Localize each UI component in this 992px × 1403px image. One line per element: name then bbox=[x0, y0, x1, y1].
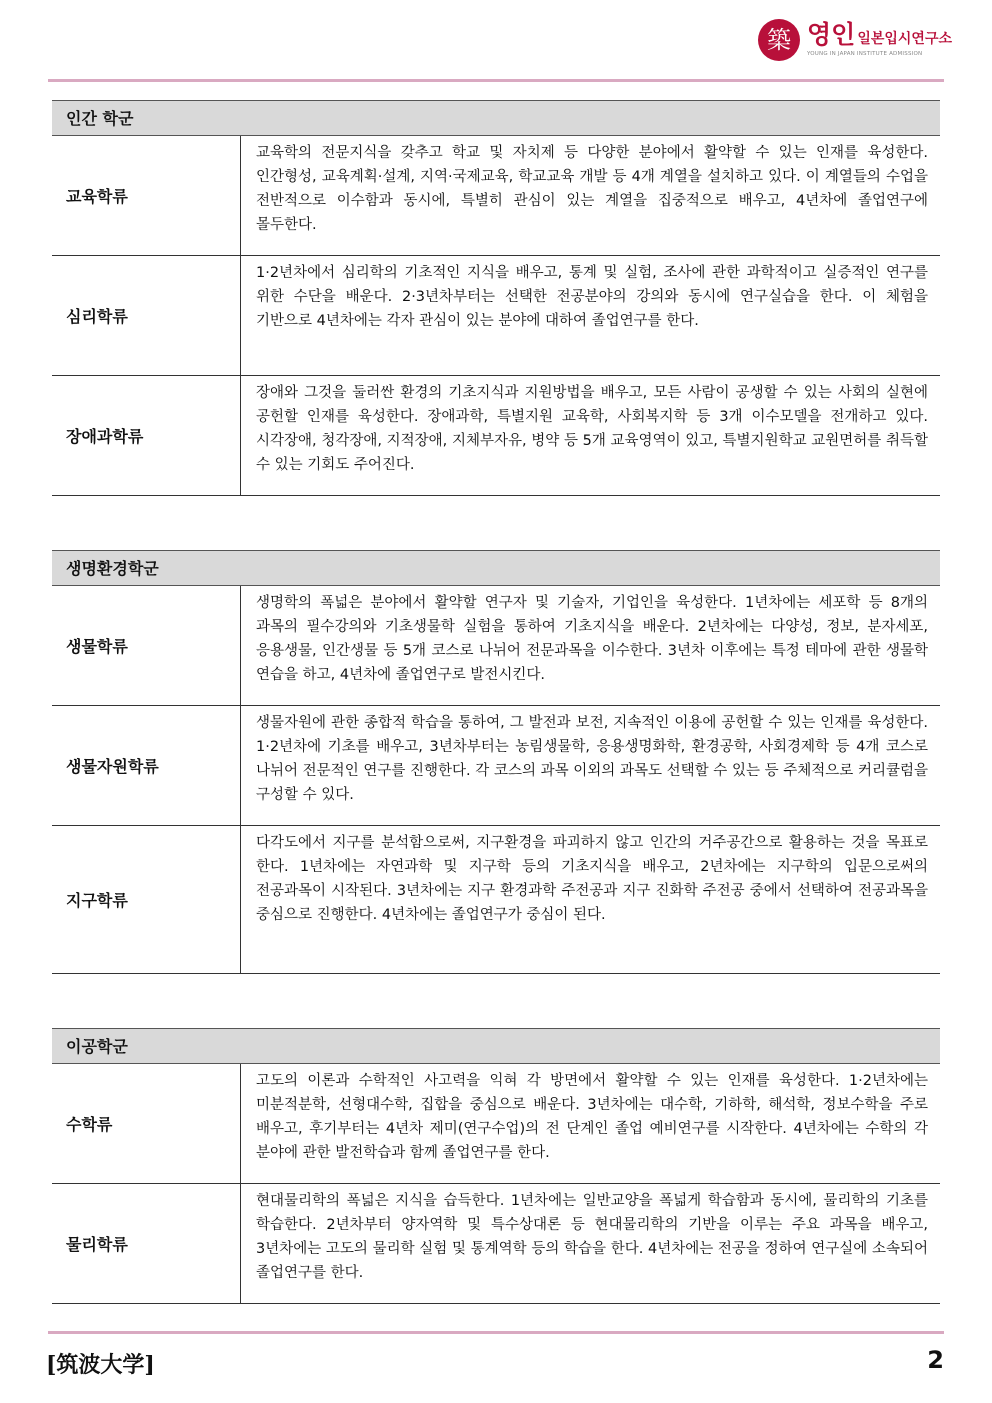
header-logo bbox=[757, 18, 952, 62]
table-row bbox=[52, 136, 940, 256]
brand-seal-icon bbox=[757, 18, 801, 62]
table-row bbox=[52, 826, 940, 974]
row-label: 심리학류 bbox=[52, 256, 241, 375]
footer-university: [筑波大学] bbox=[46, 1352, 155, 1378]
section-title: 인간 학군 bbox=[52, 100, 940, 136]
section-life-environment bbox=[52, 550, 940, 974]
row-label: 장애과학류 bbox=[52, 376, 241, 495]
svg-text:築: 築 bbox=[767, 26, 792, 54]
table-row bbox=[52, 256, 940, 376]
section-title: 생명환경학군 bbox=[52, 550, 940, 586]
row-label: 물리학류 bbox=[52, 1184, 241, 1303]
row-description: 현대물리학의 폭넓은 지식을 습득한다. 1년차에는 일반교양을 폭넓게 학습함과 동시에, 물리학의 기초를 학습한다. 2년차부터 양자역학 및 특수상대론 등 현대물리학의 기반을 이루는 주요 과목을 배우고, 3년차에는 고도의 물리학 실험 및 통계역학 등의 학습을 한다. 4년차에는 전공을 정하여 연구실에 소속되어 졸업연구를 한다. bbox=[256, 1193, 928, 1281]
row-description: 생명학의 폭넓은 분야에서 활약할 연구자 및 기술자, 기업인을 육성한다. 1년차에는 세포학 등 8개의 과목의 필수강의와 기초생물학 실험을 통하여 기초지식을 배운다. 2년차에는 다양성, 정보, 분자세포, 응용생물, 인간생물 등 5개 코스로 나뉘어 전문과목을 이수한다. 3년차 이후에는 특정 테마에 관한 생물학 연습을 하고, 4년차에 졸업연구로 발전시킨다. bbox=[256, 595, 928, 683]
row-label: 생물학류 bbox=[52, 586, 241, 705]
brand-tagline: YOUNG IN JAPAN INSTITUTE ADMISSION bbox=[807, 51, 923, 57]
row-description: 장애와 그것을 둘러싼 환경의 기초지식과 지원방법을 배우고, 모든 사람이 공생할 수 있는 사회의 실현에 공헌할 인재를 육성한다. 장애과학, 특별지원 교육학, 사회복지학 등 3개 이수모델을 전개하고 있다. 시각장애, 청각장애, 지적장애, 지체부자유, 병약 등 5개 교육영역이 있고, 특별지원학교 교원면허를 취득할 수 있는 기회도 주어진다. bbox=[256, 385, 928, 473]
row-label: 지구학류 bbox=[52, 826, 241, 973]
page-number: 2 bbox=[927, 1346, 944, 1374]
section-science-engineering bbox=[52, 1028, 940, 1304]
row-label: 교육학류 bbox=[52, 136, 241, 255]
row-description: 다각도에서 지구를 분석함으로써, 지구환경을 파괴하지 않고 인간의 거주공간으로 활용하는 것을 목표로 한다. 1년차에는 자연과학 및 지구학 등의 기초지식을 배우고, 2년차에는 지구학의 입문으로써의 전공과목이 시작된다. 3년차에는 지구 환경과학 주전공과 지구 진화학 주전공 중에서 선택하여 전공과목을 중심으로 진행한다. 4년차에는 졸업연구가 중심이 된다. bbox=[256, 835, 928, 923]
row-label: 생물자원학류 bbox=[52, 706, 241, 825]
section-title: 이공학군 bbox=[52, 1028, 940, 1064]
table-row bbox=[52, 586, 940, 706]
section-human bbox=[52, 100, 940, 496]
row-description: 1·2년차에서 심리학의 기초적인 지식을 배우고, 통계 및 실험, 조사에 관한 과학적이고 실증적인 연구를 위한 수단을 배운다. 2·3년차부터는 선택한 전공분야의 강의와 동시에 연구실습을 한다. 이 체험을 기반으로 4년차에는 각자 관심이 있는 분야에 대하여 졸업연구를 한다. bbox=[256, 265, 928, 329]
brand-name: 영인 bbox=[807, 20, 856, 49]
footer-divider bbox=[48, 1331, 944, 1334]
row-description: 교육학의 전문지식을 갖추고 학교 및 자치제 등 다양한 분야에서 활약할 수 있는 인재를 육성한다. 인간형성, 교육계획·설계, 지역·국제교육, 학교교육 개발 등 4개 계열을 설치하고 있다. 이 계열들의 수업을 전반적으로 이수함과 동시에, 특별히 관심이 있는 계열을 집중적으로 배우고, 4년차에 졸업연구에 몰두한다. bbox=[256, 145, 928, 233]
row-description: 생물자원에 관한 종합적 학습을 통하여, 그 발전과 보전, 지속적인 이용에 공헌할 수 있는 인재를 육성한다. 1·2년차에 기초를 배우고, 3년차부터는 농림생물학, 응용생명화학, 환경공학, 사회경제학 등 4개 코스로 나뉘어 전문적인 연구를 진행한다. 각 코스의 과목 이외의 과목도 선택할 수 있는 등 주체적으로 커리큘럼을 구성할 수 있다. bbox=[256, 715, 928, 803]
brand-institute: 일본입시연구소 bbox=[857, 31, 952, 47]
row-description: 고도의 이론과 수학적인 사고력을 익혀 각 방면에서 활약할 수 있는 인재를 육성한다. 1·2년차에는 미분적분학, 선형대수학, 집합을 중심으로 배운다. 3년차에는 대수학, 기하학, 해석학, 정보수학을 주로 배우고, 후기부터는 4년차 제미(연구수업)의 전 단계인 졸업 예비연구를 시작한다. 4년차에는 수학의 각 분야에 관한 발전학습과 함께 졸업연구를 한다. bbox=[256, 1073, 928, 1161]
table-row bbox=[52, 1184, 940, 1304]
table-row bbox=[52, 1064, 940, 1184]
table-row bbox=[52, 706, 940, 826]
row-label: 수학류 bbox=[52, 1064, 241, 1183]
table-row bbox=[52, 376, 940, 496]
header-divider bbox=[48, 79, 944, 82]
